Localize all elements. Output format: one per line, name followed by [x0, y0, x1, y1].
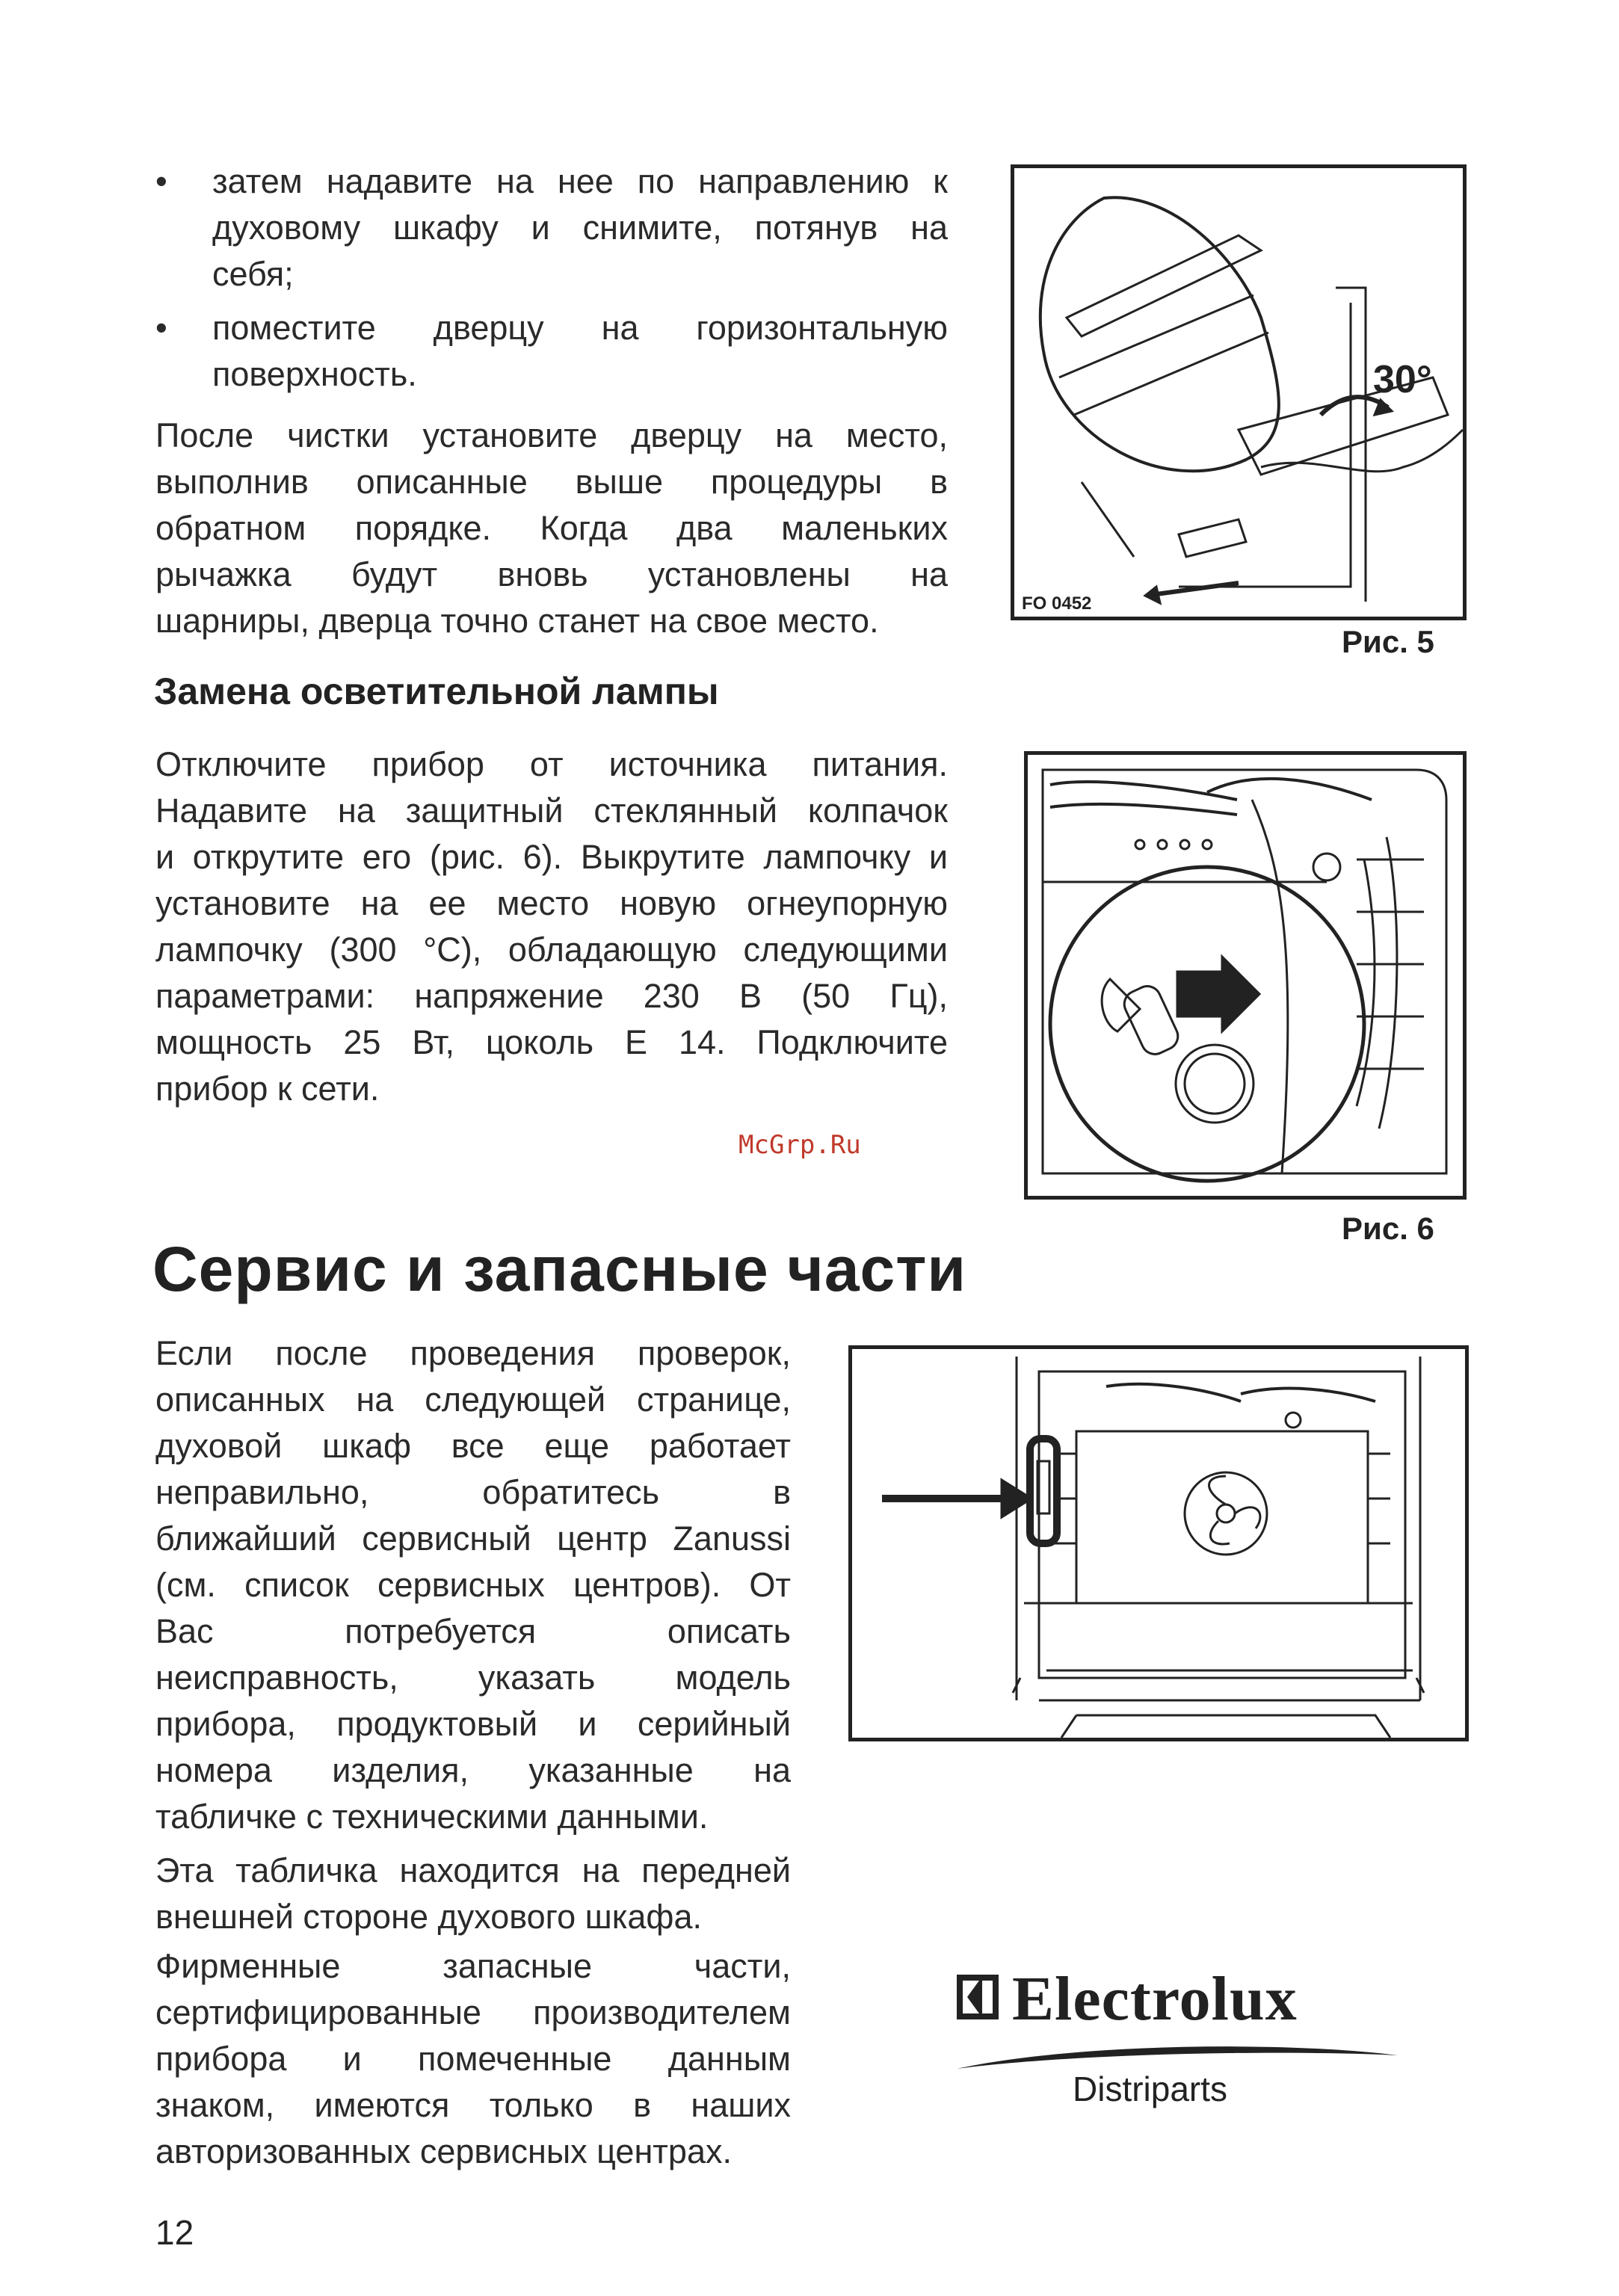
bullet-dot: • — [155, 309, 167, 347]
figure-6 — [1024, 751, 1467, 1200]
figure-5-caption: Рис. 5 — [1342, 624, 1434, 659]
fig5-code-label: FO 0452 — [1022, 593, 1092, 614]
figure-5 — [1011, 164, 1467, 620]
logo-swoosh — [957, 2040, 1398, 2070]
service-paragraph-2: Эта табличка находится на передней внешней стороне духового шкафа. — [155, 1851, 791, 1936]
service-heading: Сервис и запасные части — [152, 1234, 967, 1304]
rating-plate-figure — [848, 1345, 1469, 1741]
figure-6-caption: Рис. 6 — [1342, 1211, 1434, 1246]
watermark: McGrp.Ru — [738, 1130, 861, 1160]
service-paragraph-1: Если после проведения проверок, описанных на следующей странице, духовой шкаф все еще работает неправильно, обратитесь в ближайший сервисный центр Zanussi (см. список сервисных центров). От Вас потребуется описать неисправность, указать модель прибора, продуктовый и серийный номера изделия, указанные на табличке с техническими данными. — [155, 1334, 791, 1836]
service-paragraph-3: Фирменные запасные части, сертифицированные производителем прибора и помеченные данным знаком, имеются только в наших авторизованных сервисных центрах. — [155, 1947, 791, 2170]
bullet-item: • затем надавите на нее по направлению к духовому шкафу и снимите, потянув на себя; — [155, 158, 948, 297]
door-reinstall-paragraph: После чистки установите дверцу на место, выполнив описанные выше процедуры в обратном порядке. Когда два маленьких рычажка будут вновь установлены на шарниры, дверца точно станет на свое место. — [155, 416, 948, 640]
lamp-paragraph: Отключите прибор от источника питания. Надавите на защитный стеклянный колпачок и открутите его (рис. 6). Выкрутите лампочку и установите на ее место новую огнеупорную лампочку (300 °C), обладающую следующими параметрами: напряжение 230 В (50 Гц), мощность 25 Вт, цоколь Е 14. Подключите прибор к сети. — [155, 745, 948, 1108]
logo-sub-text: Distriparts — [1073, 2070, 1228, 2108]
electrolux-logo — [957, 1966, 1398, 2115]
oven-front-illustration — [852, 1349, 1465, 1738]
page-number: 12 — [155, 2213, 194, 2252]
bullet-dot: • — [155, 162, 167, 200]
logo-brand-text: Electrolux — [1012, 1964, 1298, 2034]
electrolux-mark-icon — [957, 1975, 999, 2019]
fig5-angle-label: 30° — [1373, 358, 1432, 401]
door-hinge-illustration — [1014, 168, 1463, 617]
oven-lamp-illustration — [1028, 755, 1463, 1196]
door-bullets — [155, 158, 948, 405]
bullet-item: • поместите дверцу на горизонтальную поверхность. — [155, 305, 948, 398]
lamp-heading: Замена осветительной лампы — [154, 670, 719, 712]
